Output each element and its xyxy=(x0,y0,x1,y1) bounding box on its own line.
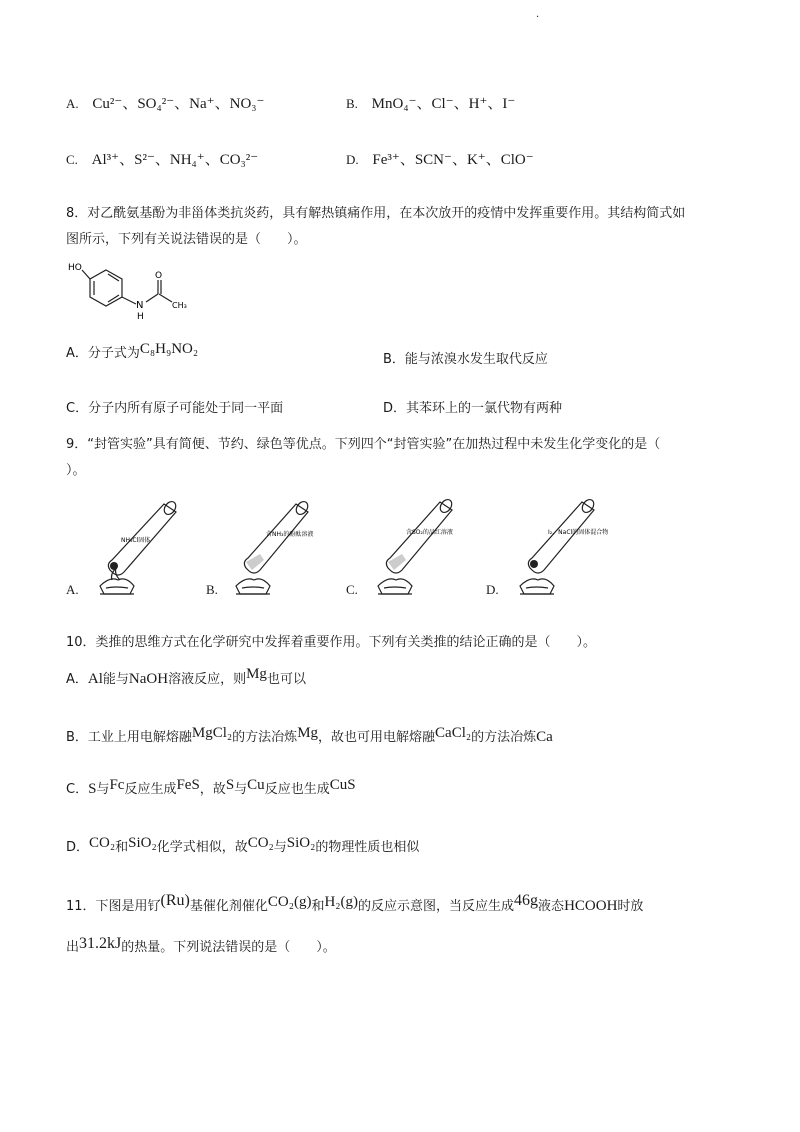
structure-o-label: O xyxy=(155,271,163,281)
q8-stem-line1: 8．对乙酰氨基酚为非甾体类抗炎药，具有解热镇痛作用，在本次放开的疫情中发挥重要作用。其结构简式如 xyxy=(66,206,686,221)
q11-stem-line1: 11．下图是用钌(Ru)基催化剂催化CO₂(g)和H₂(g)的反应示意图，当反应生成46g液态HCOOH时放 xyxy=(66,892,644,914)
q9-apparatus-c: 含SO₂的品红溶液 C. xyxy=(346,494,466,608)
acetaminophen-structure xyxy=(66,256,196,322)
q11-stem-line2: 出31.2kJ的热量。下列说法错误的是（ ）。 xyxy=(66,935,336,955)
tube-a-label: NH₄Cl固体 xyxy=(121,537,151,544)
q8-stem-line2: 图所示，下列有关说法错误的是（ ）。 xyxy=(66,232,307,247)
q8-option-b: B．能与浓溴水发生取代反应 xyxy=(383,352,548,367)
q10-option-b: B．工业上用电解熔融MgCl₂的方法冶炼Mg，故也可用电解熔融CaCl₂的方法冶炼Ca xyxy=(66,725,553,745)
q7-option-c: C. Al³⁺、S²⁻、NH₄⁺、CO₃²⁻ xyxy=(66,152,259,168)
q10-option-d: D．CO₂和SiO₂化学式相似，故CO₂与SiO₂的物理性质也相似 xyxy=(66,835,420,855)
q7-option-d: D. Fe³⁺、SCN⁻、K⁺、ClO⁻ xyxy=(346,152,534,168)
q8-option-a: A．分子式为C₈H₉NO₂ xyxy=(66,341,199,361)
page-mark: · xyxy=(536,12,540,23)
structure-ch3-label: CH₃ xyxy=(172,301,187,310)
tube-c-label: 含SO₂的品红溶液 xyxy=(406,529,453,536)
tube-d-label: I₂、NaCl的固体混合物 xyxy=(548,529,609,536)
q10-option-c: C．S与Fc反应生成FeS，故S与Cu反应也生成CuS xyxy=(66,777,356,797)
q9-apparatus-a: NH₄Cl固体 A. xyxy=(66,494,186,608)
tube-b-label: 含NH₃的酚酞溶液 xyxy=(266,531,314,538)
structure-n-label: N xyxy=(136,300,144,311)
q9-stem-line1: 9．“封管实验”具有简便、节约、绿色等优点。下列四个“封管实验”在加热过程中未发生化学变化的是（ xyxy=(66,437,661,452)
structure-ho-label: HO xyxy=(68,263,82,273)
q10-stem: 10．类推的思维方式在化学研究中发挥着重要作用。下列有关类推的结论正确的是（ ）。 xyxy=(66,635,597,650)
q8-option-d: D．其苯环上的一氯代物有两种 xyxy=(383,401,563,416)
structure-h-label: H xyxy=(137,312,144,322)
q8-option-c: C．分子内所有原子可能处于同一平面 xyxy=(66,401,284,416)
q9-apparatus-b: 含NH₃的酚酞溶液 B. xyxy=(206,494,326,608)
q7-option-b: B. MnO₄⁻、Cl⁻、H⁺、I⁻ xyxy=(346,96,516,112)
q9-apparatus-d: I₂、NaCl的固体混合物 D. xyxy=(486,494,616,608)
q7-option-a: A. Cu²⁻、SO₄²⁻、Na⁺、NO₃⁻ xyxy=(66,96,265,112)
q10-option-a: A．Al能与NaOH溶液反应，则Mg也可以 xyxy=(66,666,306,687)
q9-stem-line2: ）。 xyxy=(66,463,86,478)
